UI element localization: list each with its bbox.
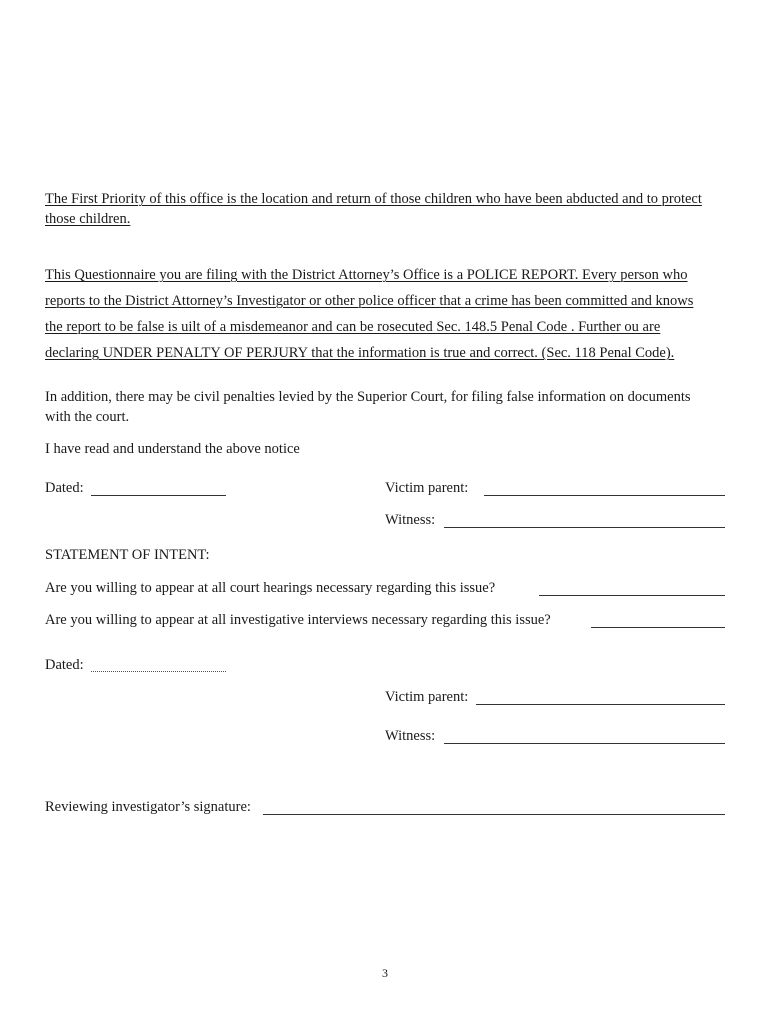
court-hearings-answer-field[interactable] — [539, 595, 725, 596]
interviews-question: Are you willing to appear at all investigative interviews necessary regarding this issue? — [45, 612, 551, 628]
witness-signature-field[interactable] — [444, 527, 725, 528]
interviews-answer-field[interactable] — [591, 627, 725, 628]
page-number: 3 — [382, 966, 388, 980]
reviewing-investigator-signature-field[interactable] — [263, 814, 725, 815]
police-report-line-4: declaring UNDER PENALTY OF PERJURY that the information is true and correct. (Sec. 118 Penal Code). — [45, 345, 675, 361]
witness-label-2: Witness: — [385, 728, 436, 744]
victim-parent-signature-field[interactable] — [484, 495, 725, 496]
statement-of-intent-heading: STATEMENT OF INTENT: — [45, 547, 210, 563]
civil-penalties-line-2: with the court. — [45, 409, 130, 425]
priority-line-1: The First Priority of this office is the location and return of those children who have been abducted and to protect — [45, 191, 702, 207]
reviewing-investigator-label: Reviewing investigator’s signature: — [45, 799, 251, 815]
police-report-line-3: the report to be false is uilt of a misdemeanor and can be rosecuted Sec. 148.5 Penal Code . Further ou are — [45, 319, 661, 335]
dated-label: Dated: — [45, 480, 84, 496]
dated-field-2[interactable] — [91, 671, 226, 672]
victim-parent-label: Victim parent: — [385, 480, 469, 496]
victim-parent-signature-field-2[interactable] — [476, 704, 725, 705]
civil-penalties-line-1: In addition, there may be civil penalties levied by the Superior Court, for filing false information on documents — [45, 389, 691, 405]
police-report-line-1: This Questionnaire you are filing with the District Attorney’s Office is a POLICE REPORT. Every person who — [45, 267, 688, 283]
dated-field[interactable] — [91, 495, 226, 496]
priority-line-2: those children. — [45, 211, 131, 227]
court-hearings-question: Are you willing to appear at all court hearings necessary regarding this issue? — [45, 580, 496, 596]
victim-parent-label-2: Victim parent: — [385, 689, 469, 705]
witness-signature-field-2[interactable] — [444, 743, 725, 744]
police-report-line-2: reports to the District Attorney’s Investigator or other police officer that a crime has been committed and knows — [45, 293, 694, 309]
acknowledgement-text: I have read and understand the above notice — [45, 441, 300, 457]
witness-label: Witness: — [385, 512, 436, 528]
dated-label-2: Dated: — [45, 657, 84, 673]
